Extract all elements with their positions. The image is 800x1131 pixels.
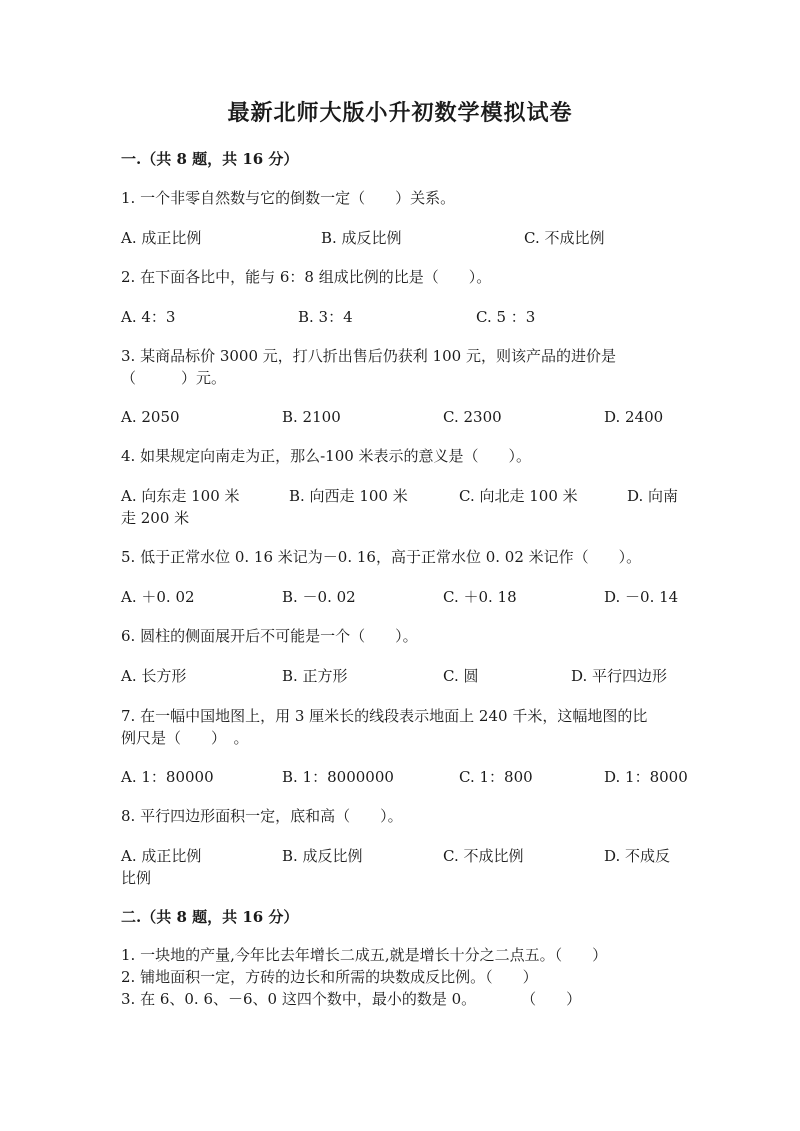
question-8: 8. 平行四边形面积一定，底和高（ ）。 [121, 807, 403, 825]
question-5: 5. 低于正常水位 0. 16 米记为－0. 16，高于正常水位 0. 02 米记作（ ）。 [121, 548, 642, 566]
option-a: A. 长方形 [121, 667, 187, 685]
question-3-options [121, 406, 681, 428]
question-5-options [121, 586, 681, 608]
option-d: D. 平行四边形 [571, 667, 668, 685]
option-d: D. －0. 14 [604, 588, 679, 606]
page-title: 最新北师大版小升初数学模拟试卷 [227, 100, 573, 126]
option-c: C. 1：800 [459, 768, 533, 786]
question-8-options [121, 845, 681, 867]
question-6-options [121, 665, 681, 687]
option-a: A. 2050 [121, 408, 180, 426]
option-a: A. 向东走 100 米 [121, 487, 240, 505]
option-c: C. 不成比例 [443, 847, 524, 865]
option-a: A. ＋0. 02 [121, 588, 195, 606]
option-a: A. 成正比例 [121, 229, 202, 247]
option-d: D. 1：8000 [604, 768, 688, 786]
option-c: C. 不成比例 [524, 229, 605, 247]
section-heading-2: 二.（共 8 题，共 16 分） [121, 908, 299, 926]
question-7-options [121, 766, 688, 788]
true-false-item-1: 1. 一块地的产量,今年比去年增长二成五,就是增长十分之二点五。（ ） [121, 946, 608, 964]
option-c: C. 圆 [443, 667, 479, 685]
option-a: A. 成正比例 [121, 847, 202, 865]
option-b: B. 向西走 100 米 [289, 487, 408, 505]
section-heading-1: 一.（共 8 题，共 16 分） [121, 150, 299, 168]
question-4-option-d-wrap: 走 200 米 [121, 509, 190, 527]
option-b: B. 3：4 [298, 308, 353, 326]
question-7-line-2: 例尺是（ ） 。 [121, 729, 249, 747]
question-2-options [121, 306, 681, 328]
option-b: B. 成反比例 [321, 229, 402, 247]
option-b: B. 成反比例 [282, 847, 363, 865]
question-6: 6. 圆柱的侧面展开后不可能是一个（ ）。 [121, 627, 418, 645]
option-b: B. 2100 [282, 408, 341, 426]
question-3-line-1: 3. 某商品标价 3000 元，打八折出售后仍获利 100 元，则该产品的进价是 [121, 347, 616, 365]
question-8-option-d-wrap: 比例 [121, 869, 152, 887]
option-c: C. ＋0. 18 [443, 588, 517, 606]
option-d: D. 2400 [604, 408, 664, 426]
option-a: A. 1：80000 [121, 768, 214, 786]
option-b: B. －0. 02 [282, 588, 356, 606]
option-b: B. 1：8000000 [282, 768, 394, 786]
option-b: B. 正方形 [282, 667, 348, 685]
question-2: 2. 在下面各比中，能与 6：8 组成比例的比是（ ）。 [121, 268, 492, 286]
option-d: D. 不成反 [604, 847, 671, 865]
question-1-options [121, 227, 681, 249]
question-4: 4. 如果规定向南走为正，那么-100 米表示的意义是（ ）。 [121, 447, 532, 465]
option-d: D. 向南 [627, 487, 679, 505]
option-a: A. 4：3 [121, 308, 176, 326]
option-c: C. 向北走 100 米 [459, 487, 578, 505]
question-7-line-1: 7. 在一幅中国地图上，用 3 厘米长的线段表示地面上 240 千米，这幅地图的比 [121, 707, 648, 725]
question-4-options [121, 485, 681, 507]
question-1: 1. 一个非零自然数与它的倒数一定（ ）关系。 [121, 189, 456, 207]
question-3-line-2: （ ）元。 [121, 369, 227, 387]
option-c: C. 2300 [443, 408, 502, 426]
option-c: C. 5 ：3 [476, 308, 536, 326]
true-false-item-3: 3. 在 6、0. 6、－6、0 这四个数中，最小的数是 0。 （ ） [121, 990, 582, 1008]
true-false-item-2: 2. 铺地面积一定，方砖的边长和所需的块数成反比例。（ ） [121, 968, 538, 986]
